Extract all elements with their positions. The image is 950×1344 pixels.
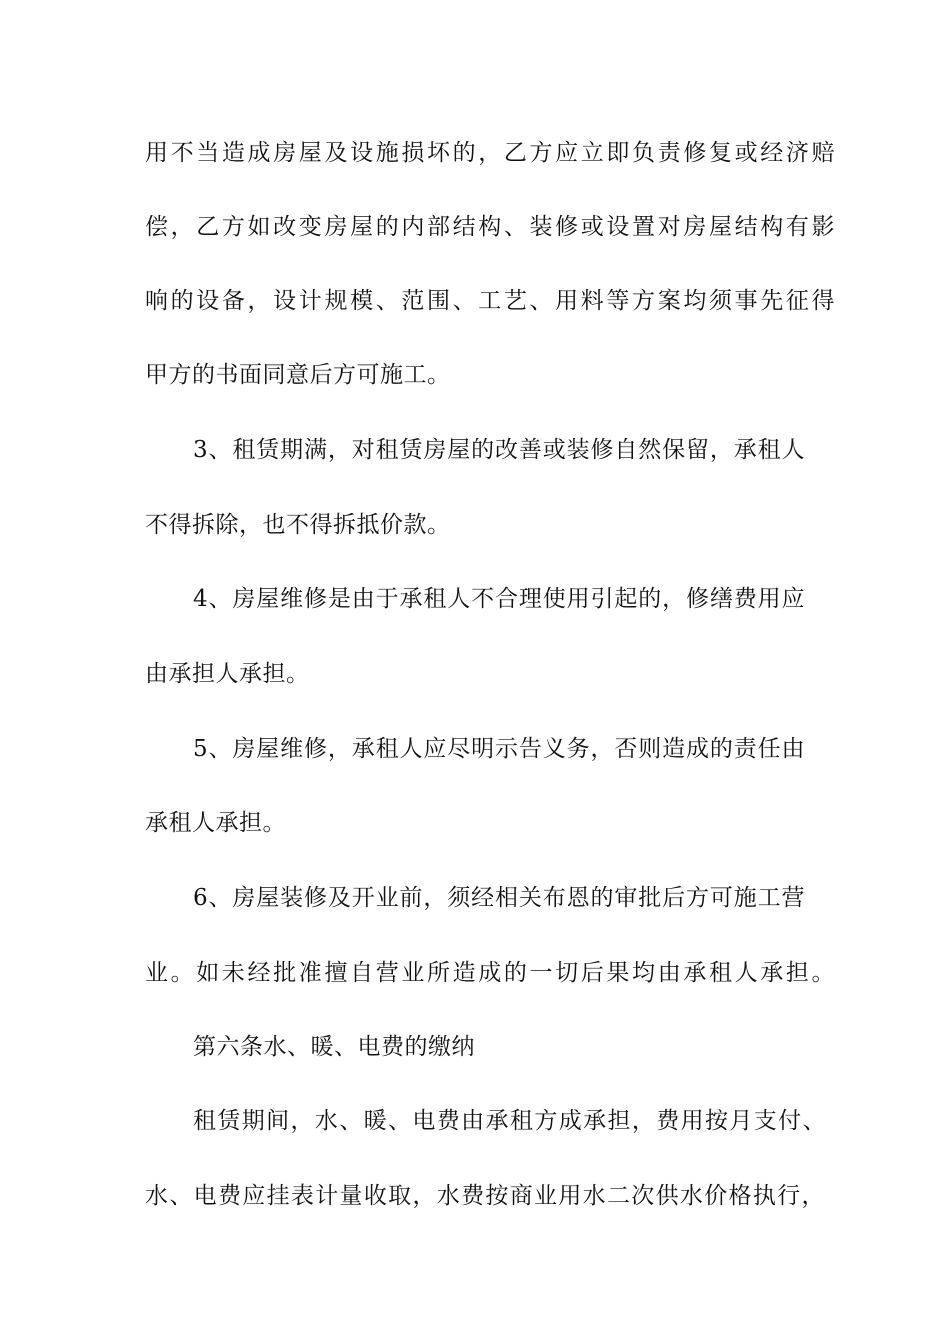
text-line-2: 偿，乙方如改变房屋的内部结构、装修或设置对房屋结构有影 (145, 214, 835, 240)
section-body-line-2: 水、电费应挂表计量收取，水费按商业用水二次供水价格执行， (145, 1183, 825, 1209)
clause-5-line-1: 5、房屋维修，承租人应尽明示告义务，否则造成的责任由 (193, 736, 805, 762)
clause-6-line-1: 6、房屋装修及开业前，须经相关布恩的审批后方可施工营 (193, 885, 805, 911)
clause-4-line-1: 4、房屋维修是由于承租人不合理使用引起的，修缮费用应 (193, 586, 805, 612)
text-line-1: 用不当造成房屋及设施损坏的，乙方应立即负责修复或经济赔 (145, 140, 835, 166)
clause-4-line-2: 由承担人承担。 (145, 661, 310, 687)
clause-5-line-2: 承租人承担。 (145, 810, 286, 836)
clause-3-line-1: 3、租赁期满，对租赁房屋的改善或装修自然保留，承租人 (193, 437, 805, 463)
clause-3-line-2: 不得拆除，也不得拆抵价款。 (145, 512, 451, 538)
text-line-4: 甲方的书面同意后方可施工。 (145, 362, 451, 388)
section-body-line-1: 租赁期间，水、暖、电费由承租方成承担，费用按月支付、 (193, 1108, 826, 1134)
text-line-3: 响的设备，设计规模、范围、工艺、用料等方案均须事先征得 (145, 288, 835, 314)
section-heading: 第六条水、暖、电费的缴纳 (193, 1034, 475, 1060)
clause-6-line-2: 业。如未经批准擅自营业所造成的一切后果均由承租人承担。 (145, 960, 835, 986)
